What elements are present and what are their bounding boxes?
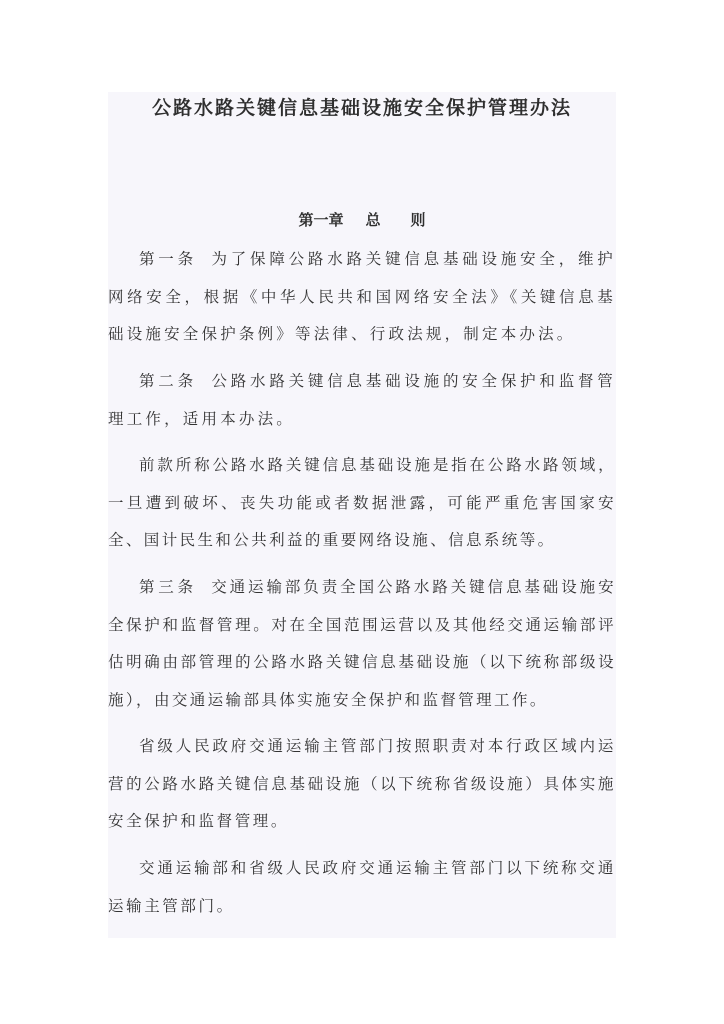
chapter-number: 第一章 [298,211,344,229]
chapter-name-part1: 总 [365,211,381,229]
article-number: 第三条 [139,578,197,596]
article-number: 第一条 [139,250,197,268]
paragraph-text: 前款所称公路水路关键信息基础设施是指在公路水路领域，一旦遭到破坏、丧失功能或者数据泄露，可能严重危害国家安全、国计民生和公共利益的重要网络设施、信息系统等。 [108,456,616,549]
document-page [108,92,616,938]
document-title: 公路水路关键信息基础设施安全保护管理办法 [151,97,572,119]
chapter-name-part2: 则 [410,211,426,229]
article-number: 第二条 [139,372,197,390]
paragraph-text: 交通运输部和省级人民政府交通运输主管部门以下统称交通运输主管部门。 [108,859,616,915]
paragraph-3 [108,447,616,560]
article-text: 公路水路关键信息基础设施的安全保护和监督管理工作，适用本办法。 [108,372,616,428]
paragraph-text: 省级人民政府交通运输主管部门按照职责对本行政区域内运营的公路水路关键信息基础设施（以下统称省级设施）具体实施安全保护和监督管理。 [108,737,616,830]
article-paragraph-3 [108,569,616,719]
article-text: 交通运输部负责全国公路水路关键信息基础设施安全保护和监督管理。对在全国范围运营以及其他经交通运输部评估明确由部管理的公路水路关键信息基础设施（以下统称部级设施），由交通运输部具体实施安全保护和监督管理工作。 [108,578,616,709]
article-paragraph-2 [108,363,616,438]
paragraph-6 [108,850,616,925]
article-paragraph-1 [108,241,616,354]
article-text: 为了保障公路水路关键信息基础设施安全，维护网络安全，根据《中华人民共和国网络安全法》《关键信息基础设施安全保护条例》等法律、行政法规，制定本办法。 [108,250,616,343]
chapter-heading [108,208,616,232]
paragraph-5 [108,728,616,841]
